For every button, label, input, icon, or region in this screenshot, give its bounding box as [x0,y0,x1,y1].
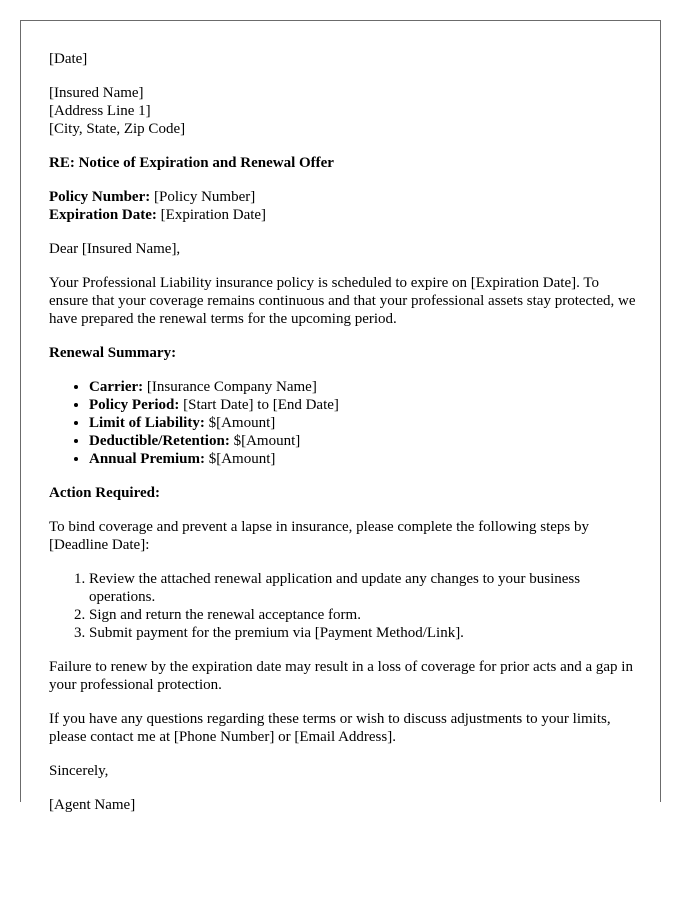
warning-paragraph: Failure to renew by the expiration date may result in a loss of coverage for prior acts and a gap in your professional protection. [49,659,633,693]
list-item: 1. Review the attached renewal application and update any changes to your business operations. [89,570,639,606]
letter-content [49,50,639,830]
summary-item-label: Carrier: [89,379,144,395]
intro-paragraph: Your Professional Liability insurance policy is scheduled to expire on [Expiration Date]. To ensure that your coverage remains continuous and that your professional assets stay protected, we have prepared the renewal terms for the upcoming period. [49,275,636,327]
signature-name: [Agent Name] [49,797,136,813]
recipient-address [49,84,639,138]
summary-item-label: Limit of Liability: [89,415,205,431]
expiration-date-value: [Expiration Date] [156,207,267,223]
policy-number-line [49,188,639,206]
renewal-summary-heading: Renewal Summary: [49,345,177,361]
list-item [89,396,639,414]
closing: Sincerely, [49,763,109,779]
recipient-name: [Insured Name] [49,85,144,101]
salutation: Dear [Insured Name], [49,241,181,257]
expiration-date-line [49,206,639,224]
policy-number-value: [Policy Number] [150,189,256,205]
action-steps-list [49,570,639,642]
recipient-city-state-zip: [City, State, Zip Code] [49,121,186,137]
policy-details [49,188,639,224]
policy-number-label: Policy Number: [49,189,151,205]
summary-item-label: Annual Premium: [89,451,205,467]
summary-item-label: Deductible/Retention: [89,433,230,449]
summary-item-value: $[Amount] [204,451,276,467]
summary-item-value: $[Amount] [204,415,276,431]
renewal-summary-list [49,378,639,468]
list-item [89,432,639,450]
summary-item-value: [Insurance Company Name] [143,379,317,395]
list-item [89,450,639,468]
letter-page [20,20,661,813]
expiration-date-label: Expiration Date: [49,207,157,223]
list-item [89,414,639,432]
summary-item-value: [Start Date] to [End Date] [179,397,339,413]
list-item: 2. Sign and return the renewal acceptance form. [89,606,639,624]
summary-item-value: $[Amount] [229,433,301,449]
action-required-heading: Action Required: [49,485,160,501]
action-required-intro: To bind coverage and prevent a lapse in insurance, please complete the following steps by [Deadline Date]: [49,519,590,553]
questions-paragraph: If you have any questions regarding these terms or wish to discuss adjustments to your limits, please contact me at [Phone Number] or [Email Address]. [49,711,611,745]
letter-date: [Date] [49,51,88,67]
list-item: 3. Submit payment for the premium via [Payment Method/Link]. [89,624,639,642]
summary-item-label: Policy Period: [89,397,180,413]
recipient-address-line1: [Address Line 1] [49,103,151,119]
list-item [89,378,639,396]
letter-subject: RE: Notice of Expiration and Renewal Offer [49,155,334,171]
